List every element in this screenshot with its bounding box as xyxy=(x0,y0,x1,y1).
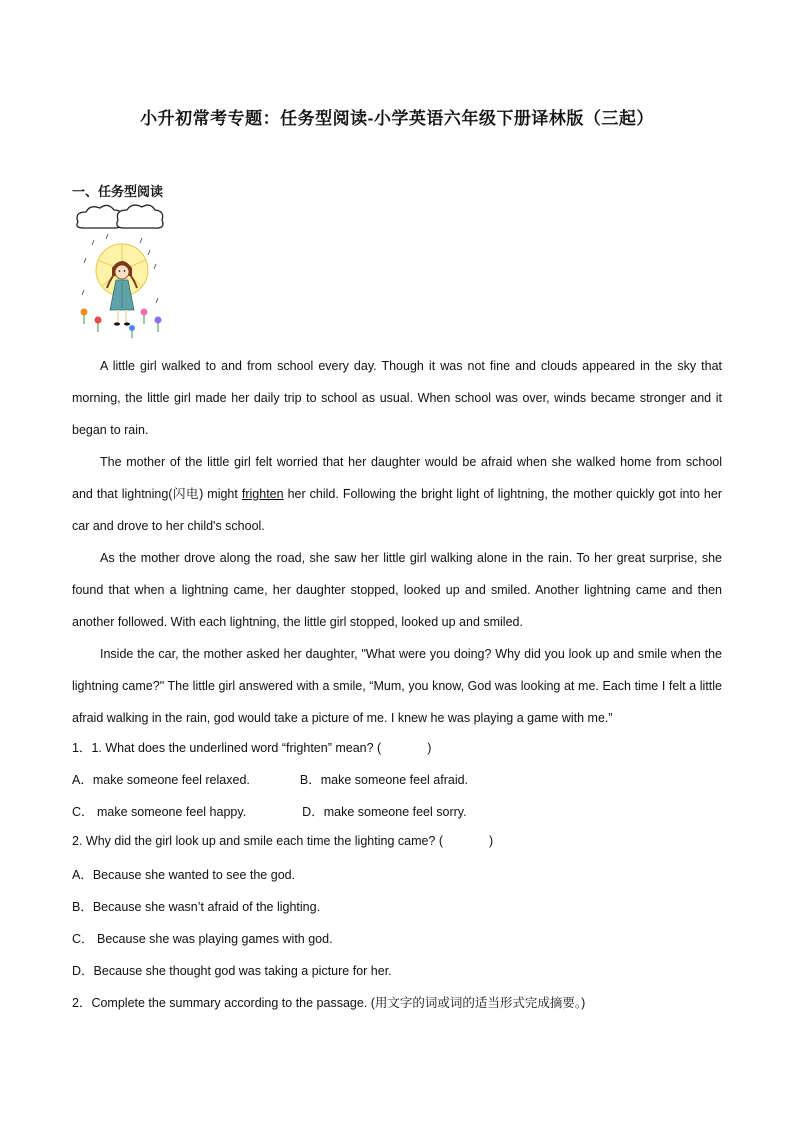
options-row-cd xyxy=(72,802,732,820)
page-title: 小升初常考专题：任务型阅读-小学英语六年级下册译林版（三起） xyxy=(140,109,654,128)
paragraph-2-text-start: The mother of the little girl felt worried that her daughter would be afraid when she walked home from school and that lightning(闪电) might xyxy=(72,455,722,501)
question-1-2-text: 2. Why did the girl look up and smile each time the lighting came? ( xyxy=(72,834,444,848)
flowers-icon xyxy=(81,309,162,339)
option-d: D．Because she thought god was taking a picture for her. xyxy=(72,964,392,978)
option-a: A．make someone feel relaxed. xyxy=(72,773,250,787)
passage-paragraph-3: As the mother drove along the road, she saw her little girl walking alone in the rain. To her great surprise, she found that when a lightning came, her daughter stopped, looked up and smiled. Another lightning came and then another followed. With each lightning, the little girl stopped, looked up and smiled. xyxy=(72,551,722,629)
question-1-1: 1．1. What does the underlined word “frighten” mean? ( ) xyxy=(72,741,432,755)
clouds-icon xyxy=(77,205,163,228)
option-c: C． make someone feel happy. xyxy=(72,805,247,819)
option-d: D．make someone feel sorry. xyxy=(302,805,467,819)
passage-paragraph-4: Inside the car, the mother asked her daughter, "What were you doing? Why did you look up and smile when the lightning came?" The little girl answered with a smile, “Mum, you know, God was looking at me. Each time I felt a little afraid walking in the rain, god would take a picture of me. I knew he was playing a game with me.” xyxy=(72,647,722,725)
options-row-ab xyxy=(72,770,732,788)
option-a: A．Because she wanted to see the god. xyxy=(72,868,296,882)
option-c: C． Because she was playing games with god. xyxy=(72,932,333,946)
question-1-1-text: 1．1. What does the underlined word “frighten” mean? ( xyxy=(72,741,382,755)
section-heading: 一、任务型阅读 xyxy=(72,184,164,199)
underlined-word: frighten xyxy=(241,487,284,501)
girl-umbrella-illustration xyxy=(72,202,172,344)
paragraph-2-text-end: her child. Following the bright light of lightning, the mother quickly got into her car and drove to her child's school. xyxy=(72,487,722,533)
option-b: B．make someone feel afraid. xyxy=(299,773,469,787)
question-1-2: 2. Why did the girl look up and smile each time the lighting came? ( ) xyxy=(72,834,494,848)
option-b: B．Because she wasn’t afraid of the lighting. xyxy=(72,900,321,914)
question-2: 2．Complete the summary according to the passage. (用文字的词或词的适当形式完成摘要。) xyxy=(72,996,586,1010)
passage-paragraph-1: A little girl walked to and from school every day. Though it was not fine and clouds appeared in the sky that morning, the little girl made her daily trip to school as usual. When school was over, winds became stronger and it began to rain. xyxy=(72,359,722,437)
reading-passage xyxy=(72,350,722,734)
passage-paragraph-2 xyxy=(72,446,722,542)
